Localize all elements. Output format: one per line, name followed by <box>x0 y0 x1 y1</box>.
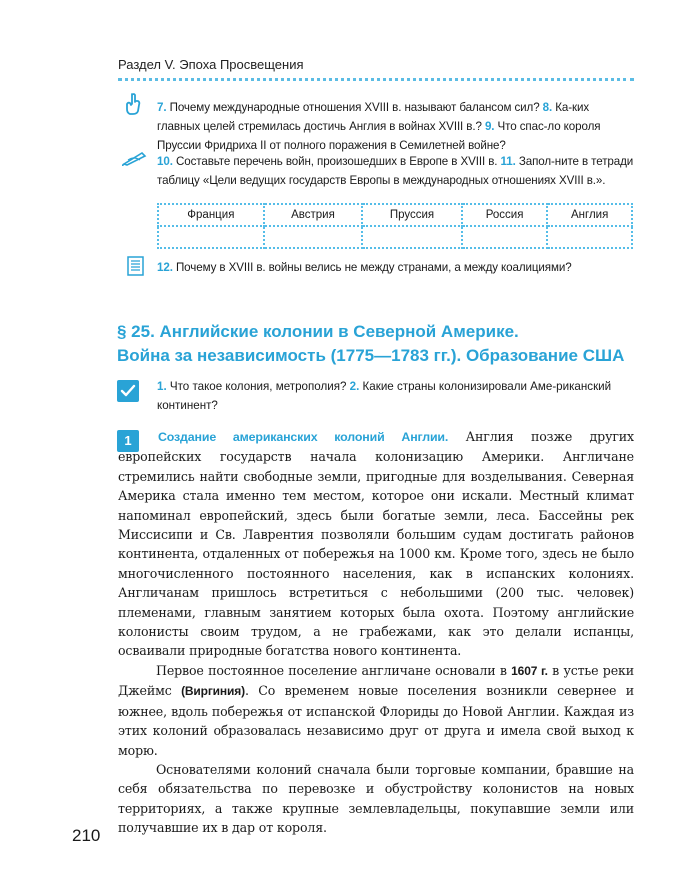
table-cell <box>547 226 632 248</box>
paragraph-2-text-c: . Со временем новые поселения возникли севернее и южнее, вдоль побережья от испанской Флориды до Новой Англии. Каждая из этих колоний образовалась независимо друг от друга и имела свой выход к морю. <box>118 683 634 758</box>
table-header-row <box>158 204 632 226</box>
question-11-number: 11. <box>500 155 516 168</box>
question-9-number: 9. <box>484 120 495 133</box>
subsection-heading: Создание американских колоний Англии. <box>158 430 449 444</box>
paragraph-2 <box>118 661 634 760</box>
table-header-cell: Англия <box>547 204 632 226</box>
pointing-hand-icon <box>123 92 145 116</box>
paragraph-3: Основателями колоний сначала были торговые компании, бравшие на себя обязательства по перевозке и обустройству колонистов на новых территориях, а также крупные землевладельцы, покупавшие земли или получавшие их в дар от короля. <box>118 761 634 836</box>
review-question-1-text: Что такое колония, метрополия? <box>166 380 350 393</box>
review-question-2-text: Какие страны колонизировали Аме-риканский континент? <box>157 380 612 412</box>
section-title <box>117 320 647 368</box>
question-7-text: Почему международные отношения XVIII в. называют балансом сил? <box>166 101 543 114</box>
section-title-line-2: Война за независимость (1775—1783 гг.). Образование США <box>117 346 625 365</box>
place-virginia: (Виргиния) <box>181 684 245 699</box>
page-number: 210 <box>72 826 101 845</box>
section-title-line-1: § 25. Английские колонии в Северной Америке. <box>117 322 519 341</box>
question-8-number: 8. <box>542 101 553 114</box>
table-cell <box>462 226 547 248</box>
paragraph-1-text: Англия позже других европейских государств начала колонизацию Америки. Англичане стремились найти свободные земли, пригодные для возделывания. Северная Америка стала именно тем местом, которое они искали. Местный климат напоминал европейский, здесь были богатые земли, леса. Бассейны рек Миссисипи и Св. Лаврентия позволяли большим судам достигать районов континента, отдаленных от побережья на 1000 км. Кроме того, здесь не было многочисленного постоянного населения, как в испанских колониях. Англичанам пришлось встретиться с небольшими (200 тыс. человек) племенами, главным занятием которых была охота. Поэтому английские колонисты своим трудом, а не грабежами, как это делали испанцы, осваивали природные богатства нового континента. <box>118 429 634 659</box>
table-cell <box>362 226 462 248</box>
running-header: Раздел V. Эпоха Просвещения <box>118 57 304 72</box>
paragraph-1 <box>118 427 634 661</box>
question-10-number: 10. <box>157 155 173 168</box>
body-text <box>118 427 634 838</box>
question-10-text: Составьте перечень войн, произошедших в Европе в XVIII в. <box>172 155 501 168</box>
year-1607: 1607 г. <box>511 663 548 678</box>
header-divider <box>118 78 634 81</box>
table-header-cell: Пруссия <box>362 204 462 226</box>
question-11-text: Запол-ните в тетради таблицу «Цели ведущих государств Европы в международных отношениях XVIII в.». <box>157 155 634 187</box>
table-header-cell: Франция <box>158 204 264 226</box>
review-questions <box>157 377 633 415</box>
question-12-number: 12. <box>157 261 173 274</box>
question-9-text: Что спас-ло короля Пруссии Фридриха II от полного поражения в Семилетней войне? <box>157 120 601 152</box>
question-7-number: 7. <box>157 101 167 114</box>
table-header-cell: Австрия <box>264 204 362 226</box>
subsection-number-badge: 1 <box>117 430 139 452</box>
review-question-2-number: 2. <box>349 380 360 393</box>
question-12-text: Почему в XVIII в. войны велись не между странами, а между коалициями? <box>172 261 572 274</box>
question-12 <box>157 258 635 277</box>
table-header-cell: Россия <box>462 204 547 226</box>
goals-table <box>157 203 633 249</box>
checkmark-icon <box>117 380 139 402</box>
table-row <box>158 226 632 248</box>
table-cell <box>264 226 362 248</box>
paragraph-2-text-b: в устье реки Джеймс <box>118 662 634 699</box>
pencil-icon <box>122 150 148 166</box>
question-8-text: Ка-ких главных целей стремилась достичь Англия в войнах XVIII в.? <box>157 101 590 133</box>
notebook-icon <box>126 256 146 276</box>
paragraph-2-text-a: Первое постоянное поселение англичане основали в <box>156 662 512 678</box>
questions-7-9 <box>157 98 635 155</box>
review-question-1-number: 1. <box>157 380 167 393</box>
table-cell <box>158 226 264 248</box>
questions-10-11 <box>157 152 635 190</box>
